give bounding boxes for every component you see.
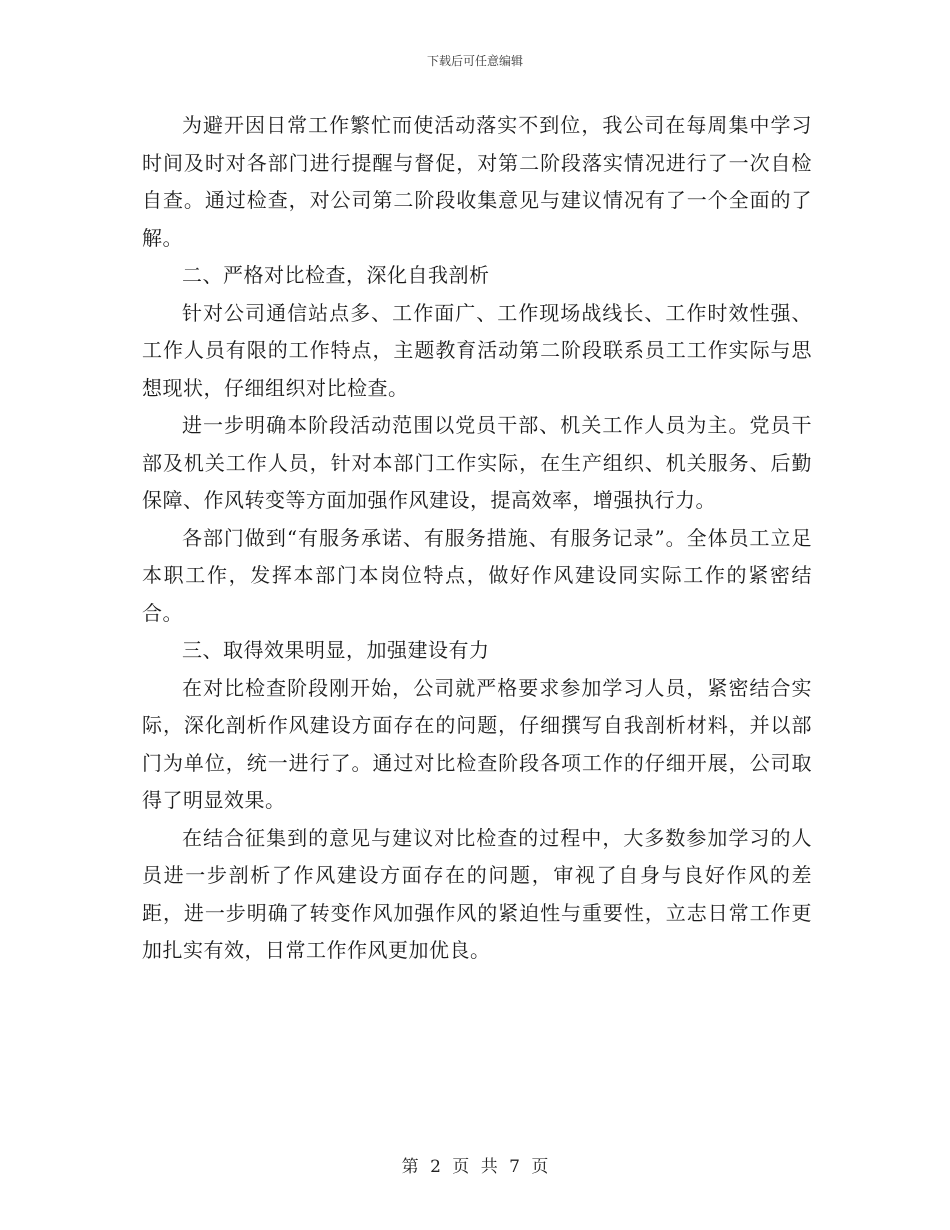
- paragraph-section2-a: 针对公司通信站点多、工作面广、工作现场战线长、工作时效性强、工作人员有限的工作特点，主题教育活动第二阶段联系员工工作实际与思想现状，仔细组织对比检查。: [142, 300, 812, 400]
- paragraph-intro: 为避开因日常工作繁忙而使活动落实不到位，我公司在每周集中学习时间及时对各部门进行提醒与督促，对第二阶段落实情况进行了一次自检自查。通过检查，对公司第二阶段收集意见与建议情况有了一个全面的了解。: [142, 113, 812, 250]
- section-heading-2: 二、严格对比检查，深化自我剖析: [182, 263, 490, 287]
- paragraph-section2-b: 进一步明确本阶段活动范围以党员干部、机关工作人员为主。党员干部及机关工作人员，针对本部门工作实际，在生产组织、机关服务、后勤保障、作风转变等方面加强作风建设，提高效率，增强执行力。: [142, 413, 812, 512]
- paragraph-section3-a: 在对比检查阶段刚开始，公司就严格要求参加学习人员，紧密结合实际，深化剖析作风建设方面存在的问题，仔细撰写自我剖析材料，并以部门为单位，统一进行了。通过对比检查阶段各项工作的仔细开展，公司取得了明显效果。: [142, 675, 812, 812]
- document-body: [142, 107, 812, 970]
- paragraph-section3-b: 在结合征集到的意见与建议对比检查的过程中，大多数参加学习的人员进一步剖析了作风建设方面存在的问题，审视了自身与良好作风的差距，进一步明确了转变作风加强作风的紧迫性与重要性，立志日常工作更加扎实有效，日常工作作风更加优良。: [142, 825, 812, 962]
- section-heading-3: 三、取得效果明显，加强建设有力: [182, 638, 490, 662]
- page-header-note: 下载后可任意编辑: [426, 54, 523, 68]
- paragraph-section2-c: 各部门做到“有服务承诺、有服务措施、有服务记录”。全体员工立足本职工作，发挥本部门本岗位特点，做好作风建设同实际工作的紧密结合。: [142, 525, 812, 625]
- page-number: 第 2 页 共 7 页: [401, 1157, 549, 1177]
